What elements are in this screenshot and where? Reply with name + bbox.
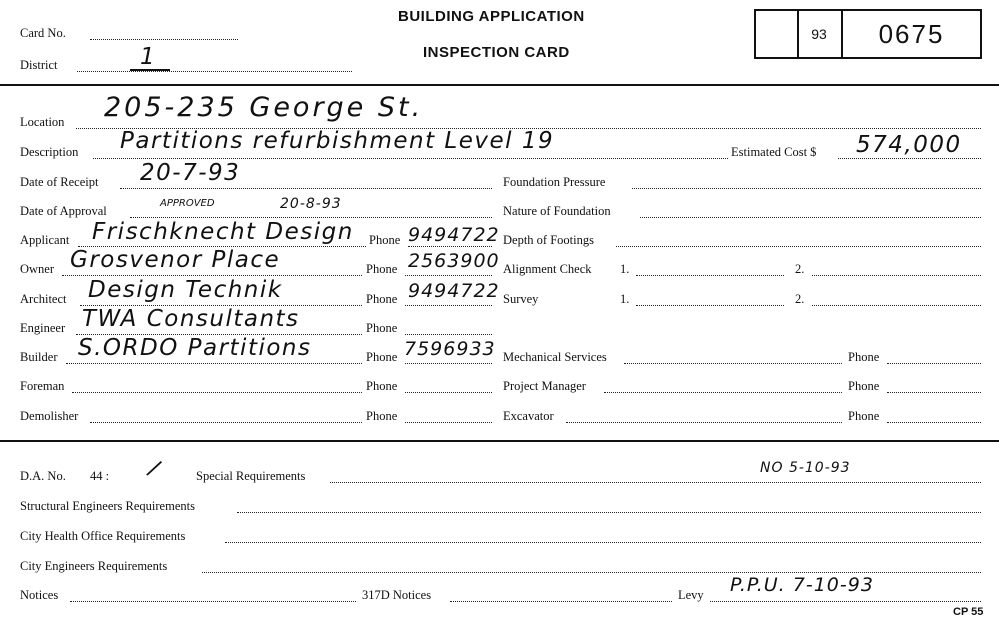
section-divider — [0, 440, 999, 442]
alignment-check-num2: 2. — [795, 262, 805, 276]
card-prefix: 93 — [797, 11, 843, 57]
nature-of-foundation-label: Nature of Foundation — [503, 204, 611, 218]
excavator-phone-label: Phone — [848, 409, 880, 423]
foundation-pressure-line — [632, 188, 981, 189]
card-number-box — [754, 9, 982, 59]
depth-of-footings-line — [616, 246, 981, 247]
demolisher-phone-line — [405, 422, 492, 423]
builder-phone-label: Phone — [366, 350, 398, 364]
location-label: Location — [20, 115, 65, 129]
builder-phone-line — [405, 363, 492, 364]
notices-line — [70, 601, 356, 602]
da-no-label: D.A. No. — [20, 469, 66, 483]
builder-value: S.ORDO Partitions — [78, 335, 312, 361]
survey-num2: 2. — [795, 292, 805, 306]
da-no-mark: / — [144, 455, 166, 483]
date-of-receipt-label: Date of Receipt — [20, 175, 99, 189]
date-of-approval-label: Date of Approval — [20, 204, 107, 218]
builder-line — [66, 363, 362, 364]
city-engineers-requirements-label: City Engineers Requirements — [20, 559, 168, 573]
foreman-phone-label: Phone — [366, 379, 398, 393]
form-title-line2: INSPECTION CARD — [423, 44, 570, 61]
survey-line2 — [812, 305, 981, 306]
card-number: 0675 — [878, 19, 945, 49]
city-health-requirements-line — [225, 542, 981, 543]
notices-317d-line — [450, 601, 672, 602]
alignment-check-num1: 1. — [620, 262, 630, 276]
mechanical-services-line — [624, 363, 842, 364]
owner-label: Owner — [20, 262, 55, 276]
alignment-check-line1 — [636, 275, 784, 276]
owner-phone-value: 2563900 — [408, 250, 500, 272]
foreman-phone-line — [405, 392, 492, 393]
form-title-line1: BUILDING APPLICATION — [398, 8, 585, 25]
district-label: District — [20, 58, 58, 72]
levy-label: Levy — [678, 588, 704, 602]
alignment-check-label: Alignment Check — [503, 262, 592, 276]
applicant-value: Frischknecht Design — [92, 219, 354, 245]
applicant-phone-line — [408, 246, 492, 247]
depth-of-footings-label: Depth of Footings — [503, 233, 594, 247]
date-of-approval-line — [130, 217, 492, 218]
demolisher-line — [90, 422, 362, 423]
description-value: Partitions refurbishment Level 19 — [120, 128, 555, 154]
engineer-phone-label: Phone — [366, 321, 398, 335]
engineer-value: TWA Consultants — [82, 306, 300, 332]
architect-value: Design Technik — [88, 277, 283, 303]
project-manager-label: Project Manager — [503, 379, 586, 393]
levy-value: P.P.U. 7-10-93 — [730, 574, 874, 596]
applicant-phone-label: Phone — [369, 233, 401, 247]
applicant-label: Applicant — [20, 233, 70, 247]
builder-phone-value: 7596933 — [404, 338, 496, 360]
special-requirements-value: NO 5-10-93 — [760, 460, 851, 476]
demolisher-phone-label: Phone — [366, 409, 398, 423]
city-health-requirements-label: City Health Office Requirements — [20, 529, 186, 543]
foreman-label: Foreman — [20, 379, 65, 393]
card-no-line — [90, 39, 238, 40]
foundation-pressure-label: Foundation Pressure — [503, 175, 606, 189]
architect-phone-line — [405, 305, 492, 306]
excavator-phone-line — [887, 422, 981, 423]
description-label: Description — [20, 145, 79, 159]
project-manager-phone-label: Phone — [848, 379, 880, 393]
architect-phone-label: Phone — [366, 292, 398, 306]
estimated-cost-value: 574,000 — [856, 132, 962, 158]
city-engineers-requirements-line — [202, 572, 981, 573]
nature-of-foundation-line — [640, 217, 981, 218]
mechanical-services-phone-label: Phone — [848, 350, 880, 364]
foreman-line — [72, 392, 362, 393]
header-divider — [0, 84, 999, 86]
special-requirements-line — [330, 482, 981, 483]
card-box-cell-blank — [756, 11, 799, 57]
alignment-check-line2 — [812, 275, 981, 276]
card-no-label: Card No. — [20, 26, 66, 40]
location-value: 205-235 George St. — [104, 92, 424, 123]
form-code: CP 55 — [953, 606, 984, 618]
description-line — [93, 158, 728, 159]
estimated-cost-line — [838, 158, 981, 159]
project-manager-line — [604, 392, 842, 393]
structural-requirements-label: Structural Engineers Requirements — [20, 499, 195, 513]
date-of-receipt-line — [120, 188, 492, 189]
levy-line — [710, 601, 981, 602]
notices-317d-label: 317D Notices — [362, 588, 432, 602]
survey-line1 — [636, 305, 784, 306]
engineer-phone-line — [405, 334, 492, 335]
district-line — [77, 71, 352, 72]
notices-label: Notices — [20, 588, 59, 602]
special-requirements-label: Special Requirements — [196, 469, 306, 483]
approved-stamp: APPROVED — [160, 198, 215, 209]
demolisher-label: Demolisher — [20, 409, 79, 423]
da-no-value: 44 : — [90, 469, 110, 483]
engineer-label: Engineer — [20, 321, 66, 335]
owner-phone-line — [405, 275, 492, 276]
mechanical-services-phone-line — [887, 363, 981, 364]
owner-value: Grosvenor Place — [70, 247, 281, 273]
date-of-approval-value: 20-8-93 — [280, 196, 342, 212]
owner-phone-label: Phone — [366, 262, 398, 276]
architect-phone-value: 9494722 — [408, 280, 500, 302]
owner-line — [62, 275, 362, 276]
district-underline — [130, 69, 170, 71]
estimated-cost-label: Estimated Cost $ — [731, 145, 817, 159]
builder-label: Builder — [20, 350, 58, 364]
district-value: 1 — [140, 44, 157, 70]
structural-requirements-line — [237, 512, 981, 513]
excavator-line — [566, 422, 842, 423]
survey-num1: 1. — [620, 292, 630, 306]
excavator-label: Excavator — [503, 409, 554, 423]
mechanical-services-label: Mechanical Services — [503, 350, 607, 364]
survey-label: Survey — [503, 292, 539, 306]
date-of-receipt-value: 20-7-93 — [140, 160, 241, 186]
applicant-phone-value: 9494722 — [408, 224, 500, 246]
architect-label: Architect — [20, 292, 67, 306]
project-manager-phone-line — [887, 392, 981, 393]
